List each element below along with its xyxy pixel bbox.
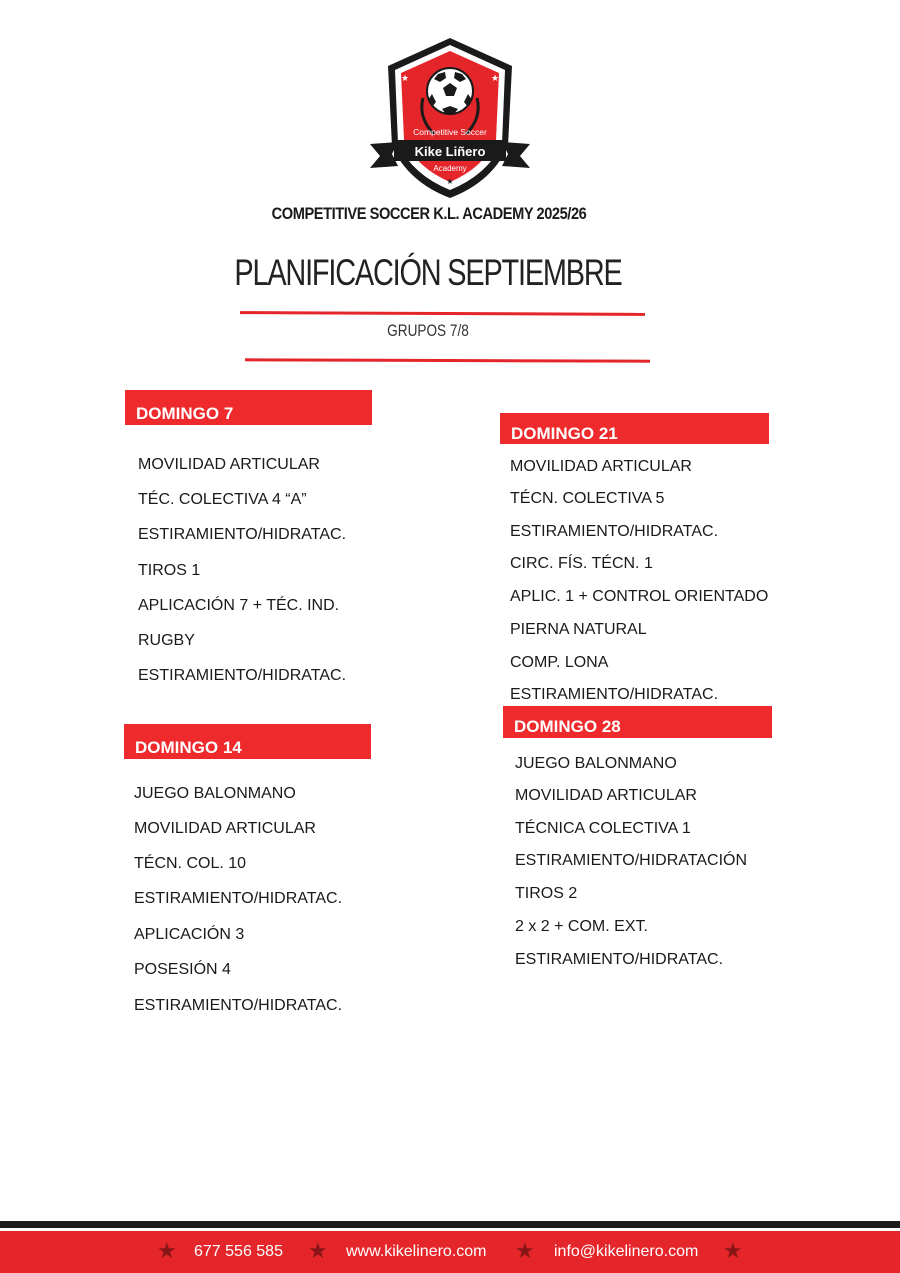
list-item: MOVILIDAD ARTICULAR — [138, 456, 320, 473]
list-item: TÉC. COLECTIVA 4 “A” — [138, 491, 307, 508]
session-header-domingo-14 — [124, 724, 371, 759]
session-header-domingo-7 — [125, 390, 372, 425]
session-day-label: DOMINGO 21 — [511, 424, 618, 443]
list-item: APLICACIÓN 3 — [134, 926, 245, 943]
list-item: ESTIRAMIENTO/HIDRATAC. — [515, 951, 724, 968]
list-item: ESTIRAMIENTO/HIDRATAC. — [134, 890, 343, 907]
footer-phone: 677 556 585 — [194, 1243, 283, 1260]
divider-bottom — [245, 358, 650, 362]
list-item: MOVILIDAD ARTICULAR — [134, 820, 316, 837]
session-day-label: DOMINGO 7 — [136, 404, 234, 423]
logo-line2: Kike Liñero — [414, 144, 486, 159]
footer-divider — [0, 1221, 900, 1228]
list-item: ESTIRAMIENTO/HIDRATAC. — [134, 997, 343, 1014]
academy-logo — [368, 36, 532, 202]
list-item: ESTIRAMIENTO/HIDRATAC. — [138, 667, 347, 684]
list-item: ESTIRAMIENTO/HIDRATACIÓN — [515, 852, 748, 869]
divider-top — [240, 311, 645, 316]
footer-website[interactable]: www.kikelinero.com — [346, 1243, 487, 1260]
list-item: ESTIRAMIENTO/HIDRATAC. — [510, 523, 719, 540]
star-icon: ★ — [723, 1238, 743, 1263]
list-item: JUEGO BALONMANO — [134, 785, 296, 802]
star-icon: ★ — [308, 1238, 328, 1263]
list-item: APLIC. 1 + CONTROL ORIENTADO — [510, 588, 769, 605]
list-item: CIRC. FÍS. TÉCN. 1 — [510, 555, 653, 572]
list-item: POSESIÓN 4 — [134, 961, 231, 978]
star-icon: ★ — [157, 1238, 177, 1263]
list-item: ESTIRAMIENTO/HIDRATAC. — [138, 526, 347, 543]
footer-email[interactable]: info@kikelinero.com — [554, 1243, 699, 1260]
list-item: TIROS 2 — [515, 885, 578, 902]
star-icon: ★ — [446, 177, 454, 186]
footer-bar — [0, 1231, 900, 1273]
svg-text:★: ★ — [491, 73, 500, 83]
academy-subtitle: COMPETITIVE SOCCER K.L. ACADEMY 2025/26 — [271, 204, 587, 223]
list-item: TÉCN. COL. 10 — [134, 855, 247, 872]
star-icon: ★ — [515, 1238, 535, 1263]
logo-line1: Competitive Soccer — [413, 127, 487, 137]
list-item: 2 x 2 + COM. EXT. — [515, 918, 648, 935]
session-day-label: DOMINGO 14 — [135, 738, 242, 757]
soccer-ball-icon — [427, 68, 473, 114]
logo-line3: Academy — [433, 164, 467, 173]
page-title: PLANIFICACIÓN SEPTIEMBRE — [234, 252, 622, 293]
svg-text:★: ★ — [401, 73, 410, 83]
session-header-domingo-28 — [503, 706, 772, 738]
session-header-domingo-21 — [500, 413, 769, 444]
list-item: PIERNA NATURAL — [510, 621, 647, 638]
list-item: JUEGO BALONMANO — [515, 755, 677, 772]
list-item: APLICACIÓN 7 + TÉC. IND. — [138, 597, 340, 614]
list-item: TIROS 1 — [138, 562, 201, 579]
list-item: MOVILIDAD ARTICULAR — [510, 458, 692, 475]
groups-label: GRUPOS 7/8 — [387, 321, 469, 340]
list-item: ESTIRAMIENTO/HIDRATAC. — [510, 686, 719, 703]
list-item: MOVILIDAD ARTICULAR — [515, 787, 697, 804]
list-item: TÉCNICA COLECTIVA 1 — [515, 820, 691, 837]
list-item: RUGBY — [138, 632, 195, 649]
list-item: TÉCN. COLECTIVA 5 — [510, 490, 665, 507]
session-day-label: DOMINGO 28 — [514, 717, 621, 736]
list-item: COMP. LONA — [510, 654, 609, 671]
